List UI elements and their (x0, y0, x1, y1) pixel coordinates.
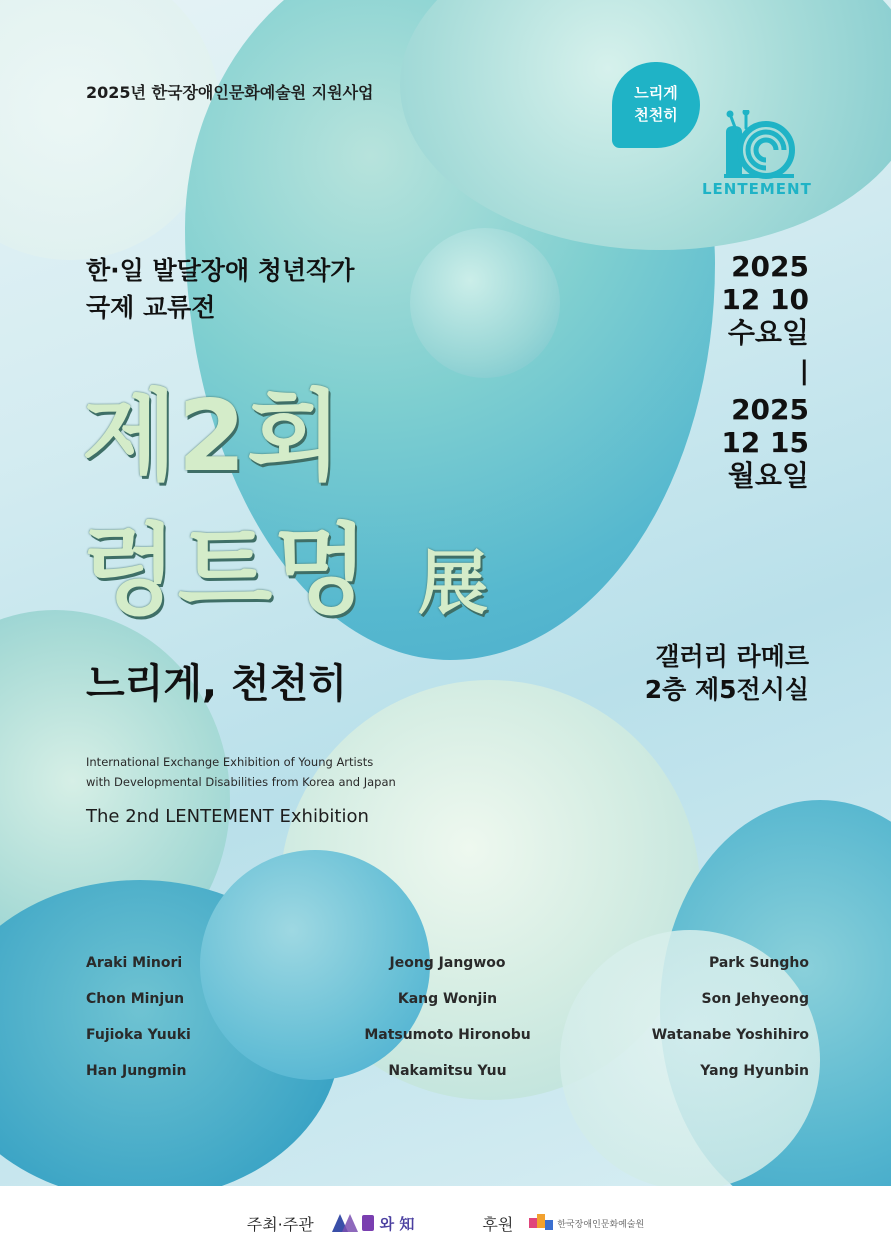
exhibition-dates (721, 250, 809, 492)
venue-line: 갤러리 라메르 (655, 642, 809, 671)
artist-name: Araki Minori (86, 955, 183, 971)
support-logo-icon (529, 1214, 553, 1232)
start-date: 12 10 (721, 283, 809, 316)
artist-name: Nakamitsu Yuu (388, 1063, 507, 1079)
venue-line: 2층 제5전시실 (644, 675, 809, 704)
artist-name: Kang Wonjin (397, 991, 498, 1007)
artist-name: Yang Hyunbin (700, 1063, 809, 1079)
tagline: 느리게, 천천히 (86, 661, 347, 707)
artist-name: Son Jehyeong (701, 991, 809, 1007)
subtitle-line: 한·일 발달장애 청년작가 (86, 256, 355, 285)
start-day: 수요일 (727, 316, 809, 349)
subtitle-line: 국제 교류전 (86, 293, 216, 322)
artist-name: Watanabe Yoshihiro (651, 1027, 809, 1043)
host-logo-icon (330, 1212, 376, 1234)
english-title: The 2nd LENTEMENT Exhibition (86, 806, 369, 827)
speech-bubble-line: 느리게 (634, 84, 678, 102)
footer (0, 1186, 891, 1260)
artist-list (86, 955, 809, 1099)
main-title-line1: 제2회 (82, 380, 343, 494)
support-label: 후원 (482, 1214, 514, 1234)
artist-row (86, 991, 809, 1027)
artist-name: Matsumoto Hironobu (364, 1027, 531, 1043)
artist-row (86, 955, 809, 991)
end-year: 2025 (731, 393, 809, 426)
bubble-decoration (410, 228, 560, 378)
venue (645, 640, 809, 706)
speech-bubble-line: 천천히 (634, 106, 678, 124)
english-description (86, 752, 396, 792)
host-logo-text: 와 知 (379, 1214, 415, 1233)
main-title-line2: 렁트멍 (82, 514, 370, 628)
start-year: 2025 (731, 250, 809, 283)
speech-bubble (612, 62, 700, 148)
end-date: 12 15 (721, 426, 809, 459)
host-label: 주최·주관 (246, 1214, 314, 1234)
host-logo (330, 1212, 415, 1234)
artist-name: Fujioka Yuuki (86, 1027, 191, 1043)
date-separator: | (799, 356, 809, 386)
artist-row (86, 1027, 809, 1063)
logo-wordmark: LENTEMENT (702, 180, 812, 198)
artist-name: Chon Minjun (86, 991, 185, 1007)
end-day: 월요일 (727, 459, 809, 492)
lentement-logo (612, 62, 812, 202)
english-description-line: with Developmental Disabilities from Korea and Japan (86, 775, 396, 789)
exhibition-subtitle (86, 252, 354, 326)
snail-icon (716, 110, 798, 180)
support-logo-text: 한국장애인문화예술원 (557, 1219, 645, 1230)
sponsor-line: 2025년 한국장애인문화예술원 지원사업 (86, 83, 374, 102)
artist-name: Jeong Jangwoo (389, 955, 506, 971)
artist-name: Han Jungmin (86, 1063, 187, 1079)
main-title-suffix: 展 (418, 542, 488, 624)
english-description-line: International Exchange Exhibition of Young Artists (86, 755, 374, 769)
artist-name: Park Sungho (708, 955, 809, 971)
artist-row (86, 1063, 809, 1099)
support-logo (529, 1214, 644, 1232)
